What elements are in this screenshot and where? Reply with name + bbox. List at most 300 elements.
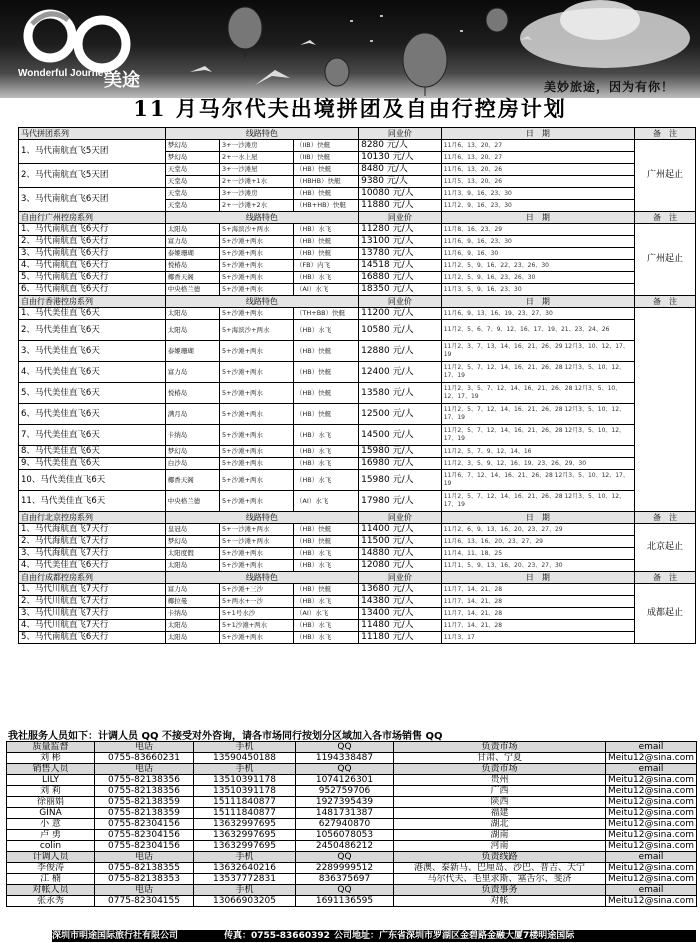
contact-group-header — [7, 764, 697, 775]
room-transfer: （HB）水飞 — [293, 560, 358, 572]
departure-dates: 11月6、13、16、20、23、27、29 — [441, 536, 634, 548]
route-feature: 5+沙滩+两水 — [220, 272, 294, 284]
departure-dates: 11月2、5、6、7、9、12、16、17、19、21、23、24、26 — [441, 320, 634, 341]
price-value: 16880 元/人 — [359, 272, 442, 284]
room-transfer: （FB）内飞 — [293, 260, 358, 272]
route-feature: 5+海滨沙+两水 — [220, 224, 294, 236]
table-row — [19, 320, 696, 341]
contact-row — [7, 786, 697, 797]
qq-number: 1056078053 — [296, 830, 394, 841]
section-header — [19, 296, 696, 308]
remark — [635, 308, 696, 512]
phone: 0775-82304155 — [95, 896, 194, 907]
route-name: 2、马代南航直飞6天行 — [19, 236, 166, 248]
column-header: 手机 — [194, 764, 296, 775]
route-name: 5、马代南航直飞6天行 — [19, 272, 166, 284]
contact-row — [7, 753, 697, 764]
route-header: 线路特色 — [165, 128, 358, 140]
table-row — [19, 224, 696, 236]
brand-chinese: 美途 — [104, 70, 140, 91]
section-header — [19, 128, 696, 140]
route-feature: 5+沙滩+两水 — [220, 491, 294, 512]
route-feature: 2+一水上屋 — [220, 152, 294, 164]
phone: 0755-82304156 — [95, 830, 194, 841]
route-feature: 5+沙滩+两水 — [220, 248, 294, 260]
column-header: 电话 — [95, 742, 194, 753]
table-row — [19, 272, 696, 284]
phone: 0755-82138359 — [95, 808, 194, 819]
note-header: 备 注 — [635, 572, 696, 584]
contact-row — [7, 874, 697, 885]
price-value: 14880 元/人 — [359, 548, 442, 560]
qq-number: 1481731387 — [296, 808, 394, 819]
route-name: 2、马代海航直飞7天行 — [19, 536, 166, 548]
price-value: 14380 元/人 — [359, 596, 442, 608]
hotel-name: 泰姬珊瑚 — [165, 341, 219, 362]
table-row — [19, 236, 696, 248]
phone: 0755-82138359 — [95, 797, 194, 808]
price-value: 14500 元/人 — [359, 425, 442, 446]
column-header: QQ — [296, 742, 394, 753]
price-value: 12500 元/人 — [359, 404, 442, 425]
contact-row — [7, 863, 697, 874]
date-header: 日 期 — [441, 212, 634, 224]
column-header: QQ — [296, 852, 394, 863]
price-value: 11400 元/人 — [359, 524, 442, 536]
hotel-name: 天堂岛 — [165, 176, 219, 188]
table-row — [19, 470, 696, 491]
departure-dates: 11月2、5、7、12、14、16、21、26、28 12月3、5、10、12、17、19 — [441, 425, 634, 446]
price-value: 17980 元/人 — [359, 491, 442, 512]
route-feature: 5+沙滩+两水 — [220, 458, 294, 470]
departure-dates: 11月2、5、7、9、12、14、16 — [441, 446, 634, 458]
note-header: 备 注 — [635, 512, 696, 524]
email: Meitu12@sina.com — [606, 808, 697, 819]
price-value: 15980 元/人 — [359, 470, 442, 491]
route-feature: 2+一沙滩+2水 — [220, 200, 294, 212]
table-row — [19, 536, 696, 548]
price-value: 8280 元/人 — [359, 140, 442, 152]
remark: 广州起止 — [635, 140, 696, 212]
departure-dates: 11月3、9、16、23、30 — [441, 188, 634, 200]
column-header: email — [606, 885, 697, 896]
brand-english: Wonderful Journey — [18, 68, 109, 79]
hotel-name: 泰姬珊瑚 — [165, 248, 219, 260]
slogan: 美妙旅途，因为有你！ — [543, 80, 674, 94]
room-transfer: （HB）水飞 — [293, 620, 358, 632]
price-value: 15980 元/人 — [359, 446, 442, 458]
hotel-name: 白沙岛 — [165, 458, 219, 470]
section-header — [19, 512, 696, 524]
table-row — [19, 140, 696, 152]
email: Meitu12@sina.com — [606, 797, 697, 808]
qq-number: 952759706 — [296, 786, 394, 797]
departure-dates: 11月6、9、13、16、19、23、27、30 — [441, 308, 634, 320]
hotel-name: 卡纳岛 — [165, 425, 219, 446]
price-value: 16980 元/人 — [359, 458, 442, 470]
route-name: 4、马代美佳直飞6天行 — [19, 560, 166, 572]
staff-name: 卢 勇 — [7, 830, 95, 841]
departure-dates: 11月2、9、16、23、30 — [441, 200, 634, 212]
departure-dates: 11月2、5、7、12、14、16、21、26、28 12月3、5、10、12、17、19 — [441, 491, 634, 512]
route-name: 1、马代南航直飞6天行 — [19, 224, 166, 236]
email: Meitu12@sina.com — [606, 830, 697, 841]
table-row — [19, 341, 696, 362]
room-transfer: （HB）水飞 — [293, 596, 358, 608]
price-value: 11500 元/人 — [359, 536, 442, 548]
route-name: 4、马代南航直飞6天行 — [19, 260, 166, 272]
hotel-name: 富力岛 — [165, 584, 219, 596]
staff-name: 江 楠 — [7, 874, 95, 885]
route-feature: 5+沙滩+两水 — [220, 236, 294, 248]
hotel-name: 富力岛 — [165, 362, 219, 383]
departure-dates: 11月2、3、5、7、12、14、16、21、26、28 12月3、5、10、12、17、19 — [441, 383, 634, 404]
staff-name: GINA — [7, 808, 95, 819]
route-name: 7、马代美佳直飞6天 — [19, 425, 166, 446]
column-header: 手机 — [194, 885, 296, 896]
route-feature: 5+沙滩+两水 — [220, 341, 294, 362]
departure-dates: 11月7、14、21、28 — [441, 608, 634, 620]
route-feature: 5+沙滩+两水 — [220, 362, 294, 383]
departure-dates: 11月4、11、18、25 — [441, 548, 634, 560]
phone: 0755-83660231 — [95, 753, 194, 764]
price-value: 13680 元/人 — [359, 584, 442, 596]
responsibility: 湖南 — [394, 830, 606, 841]
section-name: 自由行广州控房系列 — [19, 212, 166, 224]
departure-dates: 11月6、13、20、27 — [441, 152, 634, 164]
room-transfer: （HB）水飞 — [293, 548, 358, 560]
price-value: 12400 元/人 — [359, 362, 442, 383]
room-transfer: （HB）水飞 — [293, 425, 358, 446]
price-value: 9380 元/人 — [359, 176, 442, 188]
mobile: 13632997695 — [194, 841, 296, 852]
hotel-name: 天堂岛 — [165, 164, 219, 176]
route-feature: 5+沙滩+两水 — [220, 260, 294, 272]
room-transfer: （HB）快艇 — [293, 536, 358, 548]
responsibility: 贵州 — [394, 775, 606, 786]
table-row — [19, 491, 696, 512]
section-name: 马代拼团系列 — [19, 128, 166, 140]
table-row — [19, 248, 696, 260]
phone: 0755-82138355 — [95, 863, 194, 874]
route-name: 3、马代美佳直飞6天 — [19, 341, 166, 362]
price-value: 10130 元/人 — [359, 152, 442, 164]
contact-group-header — [7, 742, 697, 753]
hotel-name: 椰香天阁 — [165, 470, 219, 491]
email: Meitu12@sina.com — [606, 863, 697, 874]
date-header: 日 期 — [441, 128, 634, 140]
route-feature: 5+海滨沙+两水 — [220, 320, 294, 341]
hotel-name: 皇冠岛 — [165, 524, 219, 536]
room-transfer: （AI）水飞 — [293, 491, 358, 512]
price-header: 同业价 — [359, 512, 442, 524]
hotel-name: 天堂岛 — [165, 200, 219, 212]
responsibility: 湖北 — [394, 819, 606, 830]
mobile: 13510391178 — [194, 786, 296, 797]
hotel-name: 椰拉曼 — [165, 596, 219, 608]
room-transfer: （HB）快艇 — [293, 383, 358, 404]
route-header: 线路特色 — [165, 512, 358, 524]
section-name: 自由行北京控房系列 — [19, 512, 166, 524]
schedule-table — [18, 127, 696, 644]
column-header: 电话 — [95, 885, 194, 896]
table-row — [19, 632, 696, 644]
departure-dates: 11月5、13、20、26 — [441, 176, 634, 188]
responsibility: 对帐 — [394, 896, 606, 907]
hotel-name: 太阳岛 — [165, 320, 219, 341]
room-transfer: （HB）水飞 — [293, 458, 358, 470]
room-transfer: （HB）快艇 — [293, 188, 358, 200]
qq-number: 627940870 — [296, 819, 394, 830]
date-header: 日 期 — [441, 512, 634, 524]
price-value: 11180 元/人 — [359, 632, 442, 644]
column-header: email — [606, 742, 697, 753]
contact-row — [7, 808, 697, 819]
hotel-name: 梦幻岛 — [165, 446, 219, 458]
departure-dates: 11月3、17 — [441, 632, 634, 644]
contact-table — [6, 741, 697, 907]
room-transfer: （HB）水飞 — [293, 470, 358, 491]
route-feature: 5+沙滩+两水 — [220, 284, 294, 296]
route-feature: 5+沙滩+两水 — [220, 425, 294, 446]
table-row — [19, 425, 696, 446]
price-value: 10580 元/人 — [359, 320, 442, 341]
price-value: 14518 元/人 — [359, 260, 442, 272]
email: Meitu12@sina.com — [606, 786, 697, 797]
email: Meitu12@sina.com — [606, 753, 697, 764]
departure-dates: 11月6、9、16、30 — [441, 248, 634, 260]
note-header: 备 注 — [635, 296, 696, 308]
hotel-name: 中央格兰德 — [165, 284, 219, 296]
departure-dates: 11月2、5、7、12、14、16、21、26、28 12月3、5、10、12、17、19 — [441, 404, 634, 425]
route-name: 1、马代海航直飞7天行 — [19, 524, 166, 536]
column-header: 负责事务 — [394, 885, 606, 896]
route-name: 1、马代川航直飞7天行 — [19, 584, 166, 596]
qq-number: 1194338487 — [296, 753, 394, 764]
staff-name: 小 意 — [7, 819, 95, 830]
route-name: 2、马代美佳直飞6天 — [19, 320, 166, 341]
price-header: 同业价 — [359, 212, 442, 224]
price-header: 同业价 — [359, 296, 442, 308]
column-header: 电话 — [95, 764, 194, 775]
hotel-name: 梦幻岛 — [165, 152, 219, 164]
price-header: 同业价 — [359, 128, 442, 140]
mobile: 13632997695 — [194, 819, 296, 830]
hotel-name: 卡纳岛 — [165, 608, 219, 620]
column-header: 手机 — [194, 852, 296, 863]
route-feature: 5+沙滩+两水 — [220, 404, 294, 425]
hotel-name: 中央格兰德 — [165, 491, 219, 512]
email: Meitu12@sina.com — [606, 896, 697, 907]
page-title: 11 月马尔代夫出境拼团及自由行控房计划 — [133, 96, 567, 121]
responsibility: 港澳、泰新马、巴厘岛、沙巴、普吉、天宁 — [394, 863, 606, 874]
table-row — [19, 383, 696, 404]
table-row — [19, 608, 696, 620]
table-row — [19, 620, 696, 632]
table-row — [19, 560, 696, 572]
route-feature: 5+沙滩+两水 — [220, 470, 294, 491]
table-row — [19, 458, 696, 470]
hotel-name: 椰香天阁 — [165, 272, 219, 284]
contact-intro: 我社服务人员如下：计调人员 QQ 不接受对外咨询，请各市场同行按划分区域加入各市场销售 QQ — [8, 731, 443, 742]
table-row — [19, 524, 696, 536]
contact-group-header — [7, 885, 697, 896]
route-feature: 3+一沙滩屋 — [220, 164, 294, 176]
route-feature: 2+一沙滩+1水 — [220, 176, 294, 188]
hotel-name: 天堂岛 — [165, 188, 219, 200]
departure-dates: 11月2、5、9、16、22、23、26、30 — [441, 260, 634, 272]
room-transfer: （HB+HB）快艇 — [293, 200, 358, 212]
route-name: 9、马代美佳直飞6天 — [19, 458, 166, 470]
date-header: 日 期 — [441, 572, 634, 584]
role-label: 对帐人员 — [7, 885, 95, 896]
column-header: email — [606, 852, 697, 863]
price-value: 11200 元/人 — [359, 308, 442, 320]
route-feature: 3+一沙滩房 — [220, 188, 294, 200]
staff-name: colin — [7, 841, 95, 852]
column-header: email — [606, 764, 697, 775]
route-feature: 5+1沙滩+两水 — [220, 620, 294, 632]
route-feature: 5+沙滩+两水 — [220, 446, 294, 458]
table-row — [19, 308, 696, 320]
table-row — [19, 362, 696, 383]
room-transfer: （HB）快艇 — [293, 341, 358, 362]
route-name: 4、马代美佳直飞6天 — [19, 362, 166, 383]
footer-bar — [52, 930, 696, 942]
route-header: 线路特色 — [165, 296, 358, 308]
route-feature: 5+沙滩+两水 — [220, 560, 294, 572]
departure-dates: 11月6、7、12、14、16、21、26、28 12月3、5、10、12、17、19 — [441, 470, 634, 491]
mobile: 15111840877 — [194, 808, 296, 819]
contact-row — [7, 797, 697, 808]
price-value: 10080 元/人 — [359, 188, 442, 200]
departure-dates: 11月7、14、21、28 — [441, 584, 634, 596]
responsibility: 甘肃、宁夏 — [394, 753, 606, 764]
route-name: 5、马代南航直飞6天行 — [19, 632, 166, 644]
departure-dates: 11月6、13、20、26 — [441, 164, 634, 176]
departure-dates: 11月2、6、9、13、16、20、23、27、29 — [441, 524, 634, 536]
price-value: 11280 元/人 — [359, 224, 442, 236]
room-transfer: （HB）快艇 — [293, 362, 358, 383]
room-transfer: （HB）水飞 — [293, 320, 358, 341]
price-value: 13400 元/人 — [359, 608, 442, 620]
room-transfer: （HBHB）快艇 — [293, 176, 358, 188]
email: Meitu12@sina.com — [606, 874, 697, 885]
role-label: 计调人员 — [7, 852, 95, 863]
route-feature: 5+沙滩+两水 — [220, 308, 294, 320]
hotel-name: 太阳岛 — [165, 308, 219, 320]
route-header: 线路特色 — [165, 572, 358, 584]
room-transfer: （IIB）快艇 — [293, 140, 358, 152]
mobile: 15111840877 — [194, 797, 296, 808]
footer-address: 公司地址：广东省深圳市罗湖区金碧路金融大厦7楼明途国际 — [334, 931, 575, 941]
phone: 0755-82138356 — [95, 775, 194, 786]
departure-dates: 11月2、5、9、16、23、26、30 — [441, 272, 634, 284]
room-transfer: （HB）快艇 — [293, 524, 358, 536]
route-name: 3、马代海航直飞7天行 — [19, 548, 166, 560]
route-feature: 5+一沙滩+两水 — [220, 536, 294, 548]
room-transfer: （HB）水飞 — [293, 446, 358, 458]
room-transfer: （HB）水飞 — [293, 632, 358, 644]
route-name: 6、马代南航直飞6天行 — [19, 284, 166, 296]
route-feature: 5+1号水沙 — [220, 608, 294, 620]
route-name: 2、马代川航直飞7天行 — [19, 596, 166, 608]
responsibility: 河南 — [394, 841, 606, 852]
responsibility: 马尔代夫、毛里求斯、塞舌尔、斐济 — [394, 874, 606, 885]
hotel-name: 太阳度假 — [165, 548, 219, 560]
departure-dates: 11月2、3、5、9、12、16、19、23、26、29、30 — [441, 458, 634, 470]
responsibility: 陕西 — [394, 797, 606, 808]
email: Meitu12@sina.com — [606, 841, 697, 852]
contact-row — [7, 841, 697, 852]
room-transfer: （HB）水飞 — [293, 272, 358, 284]
hotel-name: 梦幻岛 — [165, 536, 219, 548]
route-feature: 5+沙滩+两水 — [220, 383, 294, 404]
price-value: 12080 元/人 — [359, 560, 442, 572]
staff-name: 李俊涛 — [7, 863, 95, 874]
table-row — [19, 446, 696, 458]
section-header — [19, 572, 696, 584]
route-name: 1、马代南航直飞5天团 — [19, 140, 166, 164]
remark: 广州起止 — [635, 224, 696, 296]
hotel-name: 悦椿岛 — [165, 383, 219, 404]
qq-number: 2289999512 — [296, 863, 394, 874]
route-feature: 5+沙滩+三沙 — [220, 584, 294, 596]
column-header: 手机 — [194, 742, 296, 753]
room-transfer: （HB）快艇 — [293, 164, 358, 176]
role-label: 销售人员 — [7, 764, 95, 775]
hotel-name: 太阳岛 — [165, 632, 219, 644]
table-row — [19, 164, 696, 176]
room-transfer: （HB）快艇 — [293, 404, 358, 425]
section-header — [19, 212, 696, 224]
price-value: 13580 元/人 — [359, 383, 442, 404]
header-banner — [0, 0, 700, 98]
table-row — [19, 284, 696, 296]
qq-number: 1691136595 — [296, 896, 394, 907]
phone: 0755-82304156 — [95, 819, 194, 830]
route-feature: 5+两水+一沙 — [220, 596, 294, 608]
note-header: 备 注 — [635, 212, 696, 224]
departure-dates: 11月2、5、7、12、14、16、21、26、28 12月3、5、10、12、17、19 — [441, 362, 634, 383]
route-feature: 5+沙滩+两水 — [220, 548, 294, 560]
route-name: 2、马代南航直飞5天团 — [19, 164, 166, 188]
hotel-name: 太阳岛 — [165, 560, 219, 572]
qq-number: 836375697 — [296, 874, 394, 885]
departure-dates: 11月2、3、7、13、14、16、21、26、29 12月3、10、12、17、19 — [441, 341, 634, 362]
route-name: 6、马代美佳直飞6天 — [19, 404, 166, 425]
footer-company: 深圳市明途国际旅行社有限公司 — [52, 931, 179, 941]
contact-group-header — [7, 852, 697, 863]
column-header: 负责市场 — [394, 764, 606, 775]
phone: 0755-82138356 — [95, 786, 194, 797]
price-value: 18350 元/人 — [359, 284, 442, 296]
route-feature: 3+一沙滩房 — [220, 140, 294, 152]
price-header: 同业价 — [359, 572, 442, 584]
price-value: 11480 元/人 — [359, 620, 442, 632]
qq-number: 2450486212 — [296, 841, 394, 852]
route-name: 4、马代川航直飞7天行 — [19, 620, 166, 632]
responsibility: 广西 — [394, 786, 606, 797]
room-transfer: （IIB）快艇 — [293, 152, 358, 164]
column-header: 负责市场 — [394, 742, 606, 753]
hotel-name: 梦幻岛 — [165, 140, 219, 152]
qq-number: 1074126301 — [296, 775, 394, 786]
table-row — [19, 596, 696, 608]
room-transfer: （HB）快艇 — [293, 248, 358, 260]
section-name: 自由行香港控房系列 — [19, 296, 166, 308]
departure-dates: 11月8、16、23、29 — [441, 224, 634, 236]
